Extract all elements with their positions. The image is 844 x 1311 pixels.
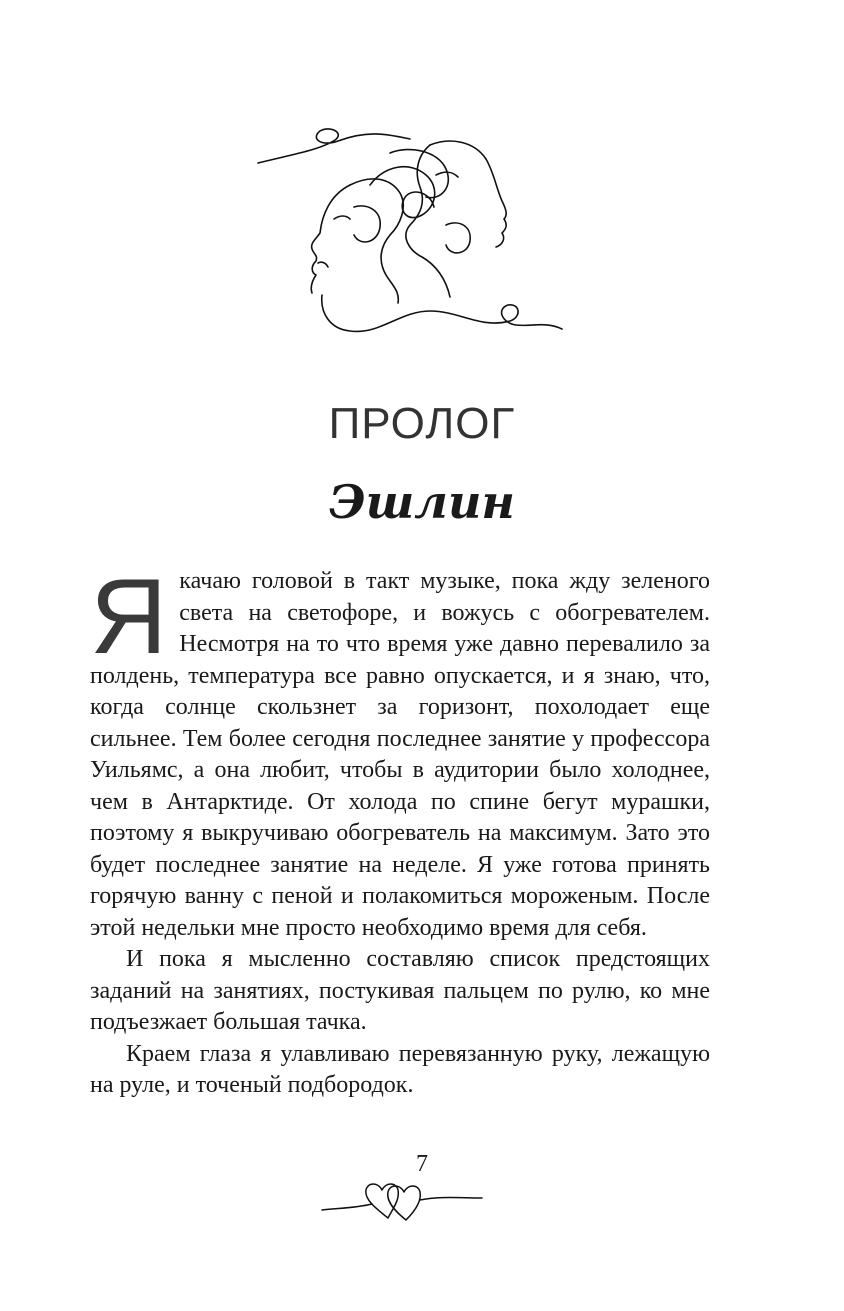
body-text — [90, 556, 710, 1102]
drop-cap: Я — [90, 556, 168, 676]
line-art-faces-icon — [250, 115, 570, 365]
hearts-ornament-icon — [320, 1176, 485, 1226]
page-number: 7 — [416, 1151, 428, 1177]
paragraph — [90, 556, 710, 944]
paragraph: И пока я мысленно составляю список предстоящих заданий на занятиях, постукивая пальцем по рулю, ко мне подъезжает большая тачка. — [90, 946, 710, 1035]
chapter-title: ПРОЛОГ — [328, 399, 516, 448]
paragraph-text: качаю головой в такт музыке, пока жду зеленого света на светофоре, и вожусь с обогревателем. Несмотря на то что время уже давно перевалило за полдень, температура все равно опускается, и я знаю, что, когда солнце скользнет за горизонт, похолодает еще сильнее. Тем более сегодня последнее занятие у профессора Уильямс, а она любит, чтобы в аудитории было холоднее, чем в Антарктиде. От холода по спине бегут мурашки, поэтому я выкручиваю обогреватель на максимум. Зато это будет последнее занятие на неделе. Я уже готова принять горячую ванну с пеной и полакомиться мороженым. После этой недельки мне просто необходимо время для себя. — [90, 568, 710, 941]
paragraph: Краем глаза я улавливаю перевязанную руку, лежащую на руле, и точеный подбородок. — [90, 1040, 710, 1098]
narrator-name: Эшлин — [329, 475, 515, 529]
